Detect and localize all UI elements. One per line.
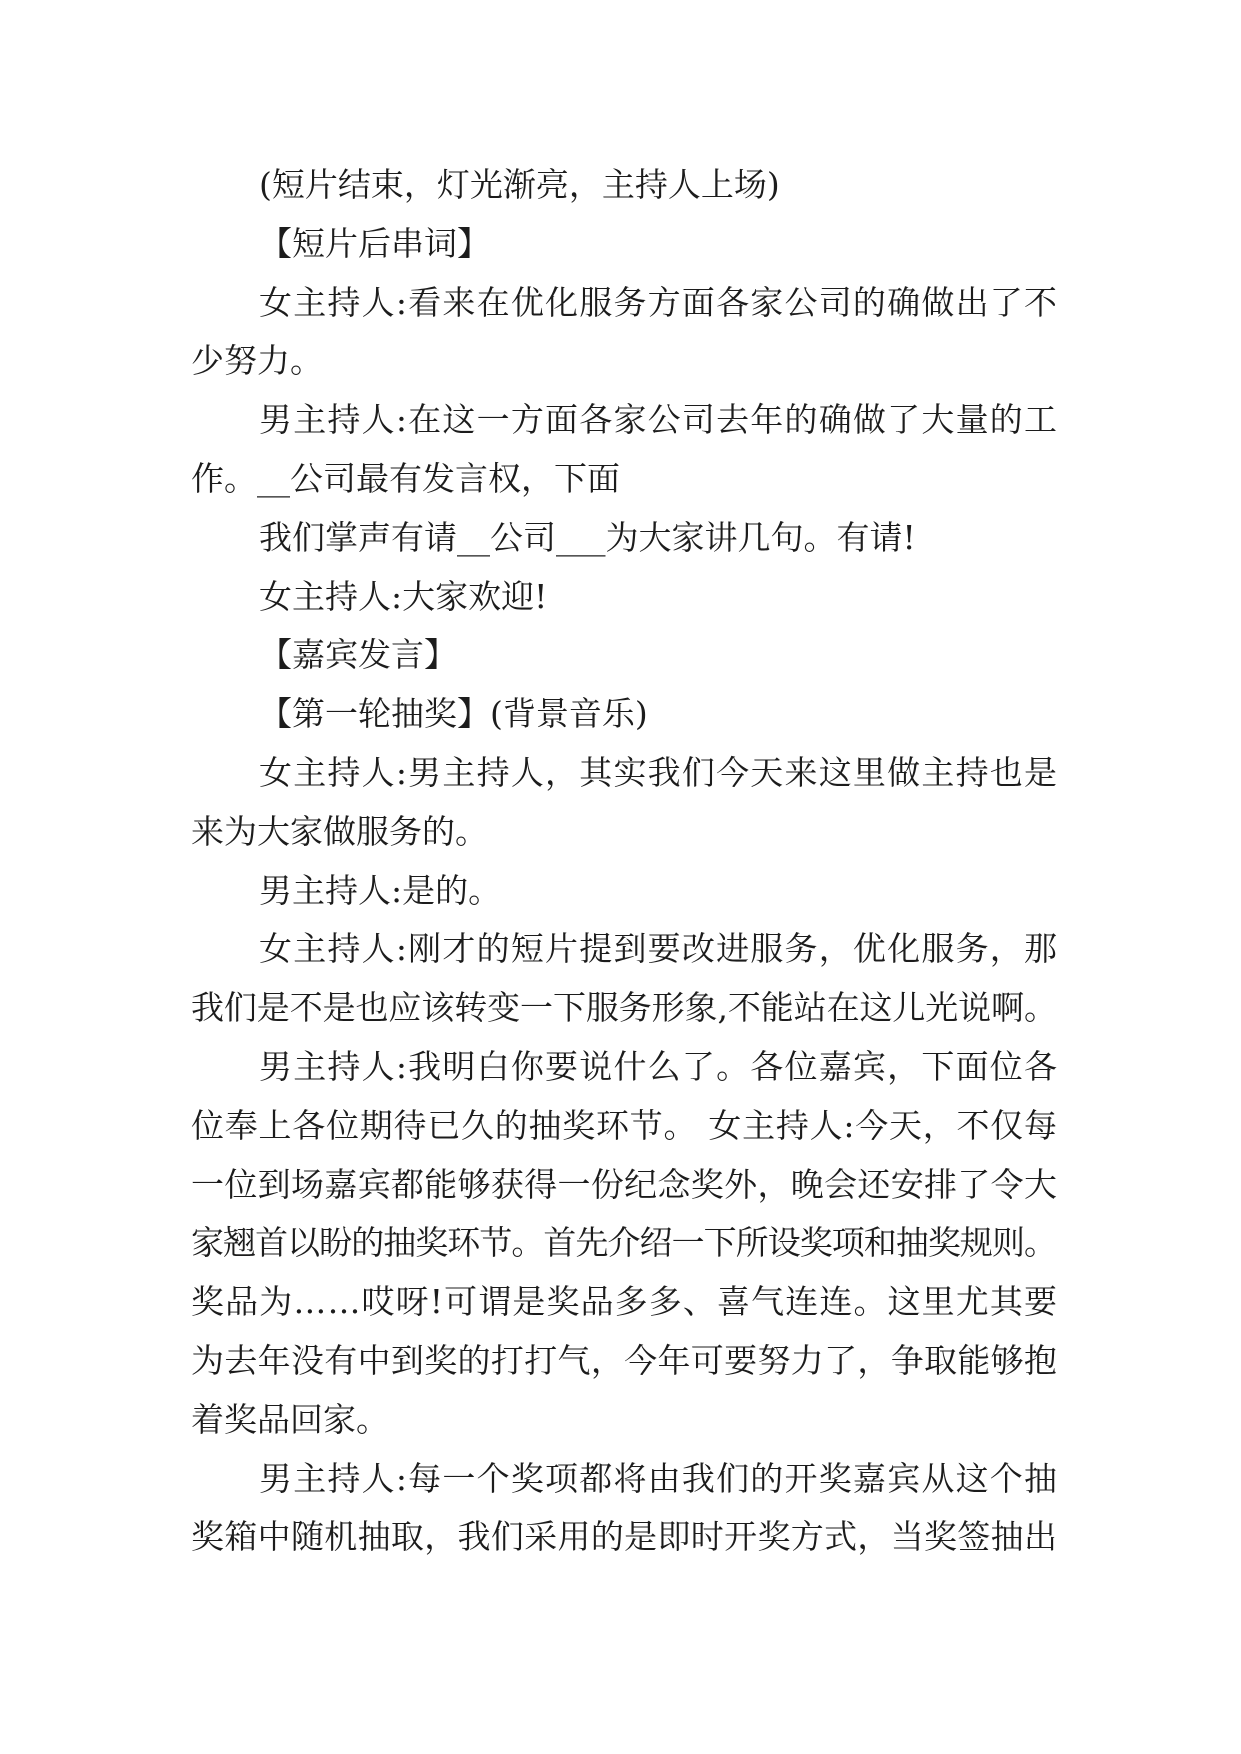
- line-text: 男主持人:我明白你要说什么了。各位嘉宾，下面位各: [259, 1046, 1059, 1086]
- text-line: [191, 744, 1057, 803]
- text-line: [191, 1450, 1057, 1509]
- line-text: 【短片后串词】: [259, 223, 490, 263]
- text-line: [191, 1273, 1057, 1332]
- section-heading: [191, 685, 1057, 744]
- text-line: [191, 509, 1057, 568]
- text-line: [191, 332, 1057, 391]
- line-text: 我们是不是也应该转变一下服务形象,不能站在这儿光说啊。: [191, 988, 1057, 1028]
- paragraph-stage-direction: [191, 156, 1057, 215]
- line-text: 为去年没有中到奖的打打气，今年可要努力了，争取能够抱: [191, 1340, 1058, 1380]
- line-text: 男主持人:每一个奖项都将由我们的开奖嘉宾从这个抽: [259, 1458, 1059, 1498]
- text-line: [191, 1391, 1057, 1450]
- line-text: 来为大家做服务的。: [191, 811, 488, 851]
- text-line: [191, 1214, 1057, 1273]
- line-text: 奖箱中随机抽取，我们采用的是即时开奖方式，当奖签抽出: [191, 1517, 1058, 1557]
- section-heading: [191, 626, 1057, 685]
- paragraph: [191, 568, 1057, 627]
- line-text: 家翘首以盼的抽奖环节。首先介绍一下所设奖项和抽奖规则。: [191, 1223, 1057, 1263]
- line-text: 女主持人:刚才的短片提到要改进服务，优化服务，那: [259, 929, 1059, 969]
- line-text: 女主持人:看来在优化服务方面各家公司的确做出了不: [259, 282, 1059, 322]
- section-heading-line: [191, 685, 1057, 744]
- line-text: (短片结束，灯光渐亮，主持人上场): [259, 165, 780, 204]
- section-heading: [191, 215, 1057, 274]
- text-line: [191, 803, 1057, 862]
- text-line: [191, 862, 1057, 921]
- text-line: [191, 1332, 1057, 1391]
- text-line: [191, 391, 1057, 450]
- text-line: [191, 450, 1057, 509]
- section-heading-line: [191, 626, 1057, 685]
- paragraph: [191, 274, 1057, 392]
- text-line: [191, 1156, 1057, 1215]
- line-text: 【嘉宾发言】: [259, 635, 457, 675]
- document-body: [191, 156, 1057, 1567]
- line-text: 【第一轮抽奖】(背景音乐): [259, 694, 648, 734]
- paragraph: [191, 920, 1057, 1038]
- text-line: [191, 920, 1057, 979]
- line-text: 位奉上各位期待已久的抽奖环节。 女主持人:今天，不仅每: [191, 1105, 1058, 1145]
- line-text: 男主持人:在这一方面各家公司去年的确做了大量的工: [259, 400, 1059, 440]
- text-line: [191, 1097, 1057, 1156]
- line-text: 一位到场嘉宾都能够获得一份纪念奖外，晚会还安排了令大: [191, 1164, 1058, 1204]
- paragraph: [191, 391, 1057, 509]
- text-line: [191, 274, 1057, 333]
- line-text: 男主持人:是的。: [259, 870, 502, 910]
- section-heading-line: [191, 215, 1057, 274]
- line-text: 少努力。: [191, 341, 323, 381]
- line-text: 女主持人:大家欢迎!: [259, 576, 548, 616]
- paragraph: [191, 1450, 1057, 1568]
- line-text: 奖品为……哎呀!可谓是奖品多多、喜气连连。这里尤其要: [191, 1282, 1059, 1322]
- text-line: [191, 568, 1057, 627]
- text-line: [191, 1508, 1057, 1567]
- paragraph: [191, 744, 1057, 862]
- text-line: [191, 1038, 1057, 1097]
- paragraph: [191, 509, 1057, 568]
- text-line: [191, 979, 1057, 1038]
- paragraph: [191, 862, 1057, 921]
- line-text: 作。__公司最有发言权，下面: [191, 458, 620, 498]
- line-text: 着奖品回家。: [191, 1399, 389, 1439]
- paragraph: [191, 1038, 1057, 1450]
- stage-direction-line: [191, 156, 1057, 215]
- line-text: 我们掌声有请__公司___为大家讲几句。有请!: [259, 517, 916, 557]
- line-text: 女主持人:男主持人，其实我们今天来这里做主持也是: [259, 752, 1059, 792]
